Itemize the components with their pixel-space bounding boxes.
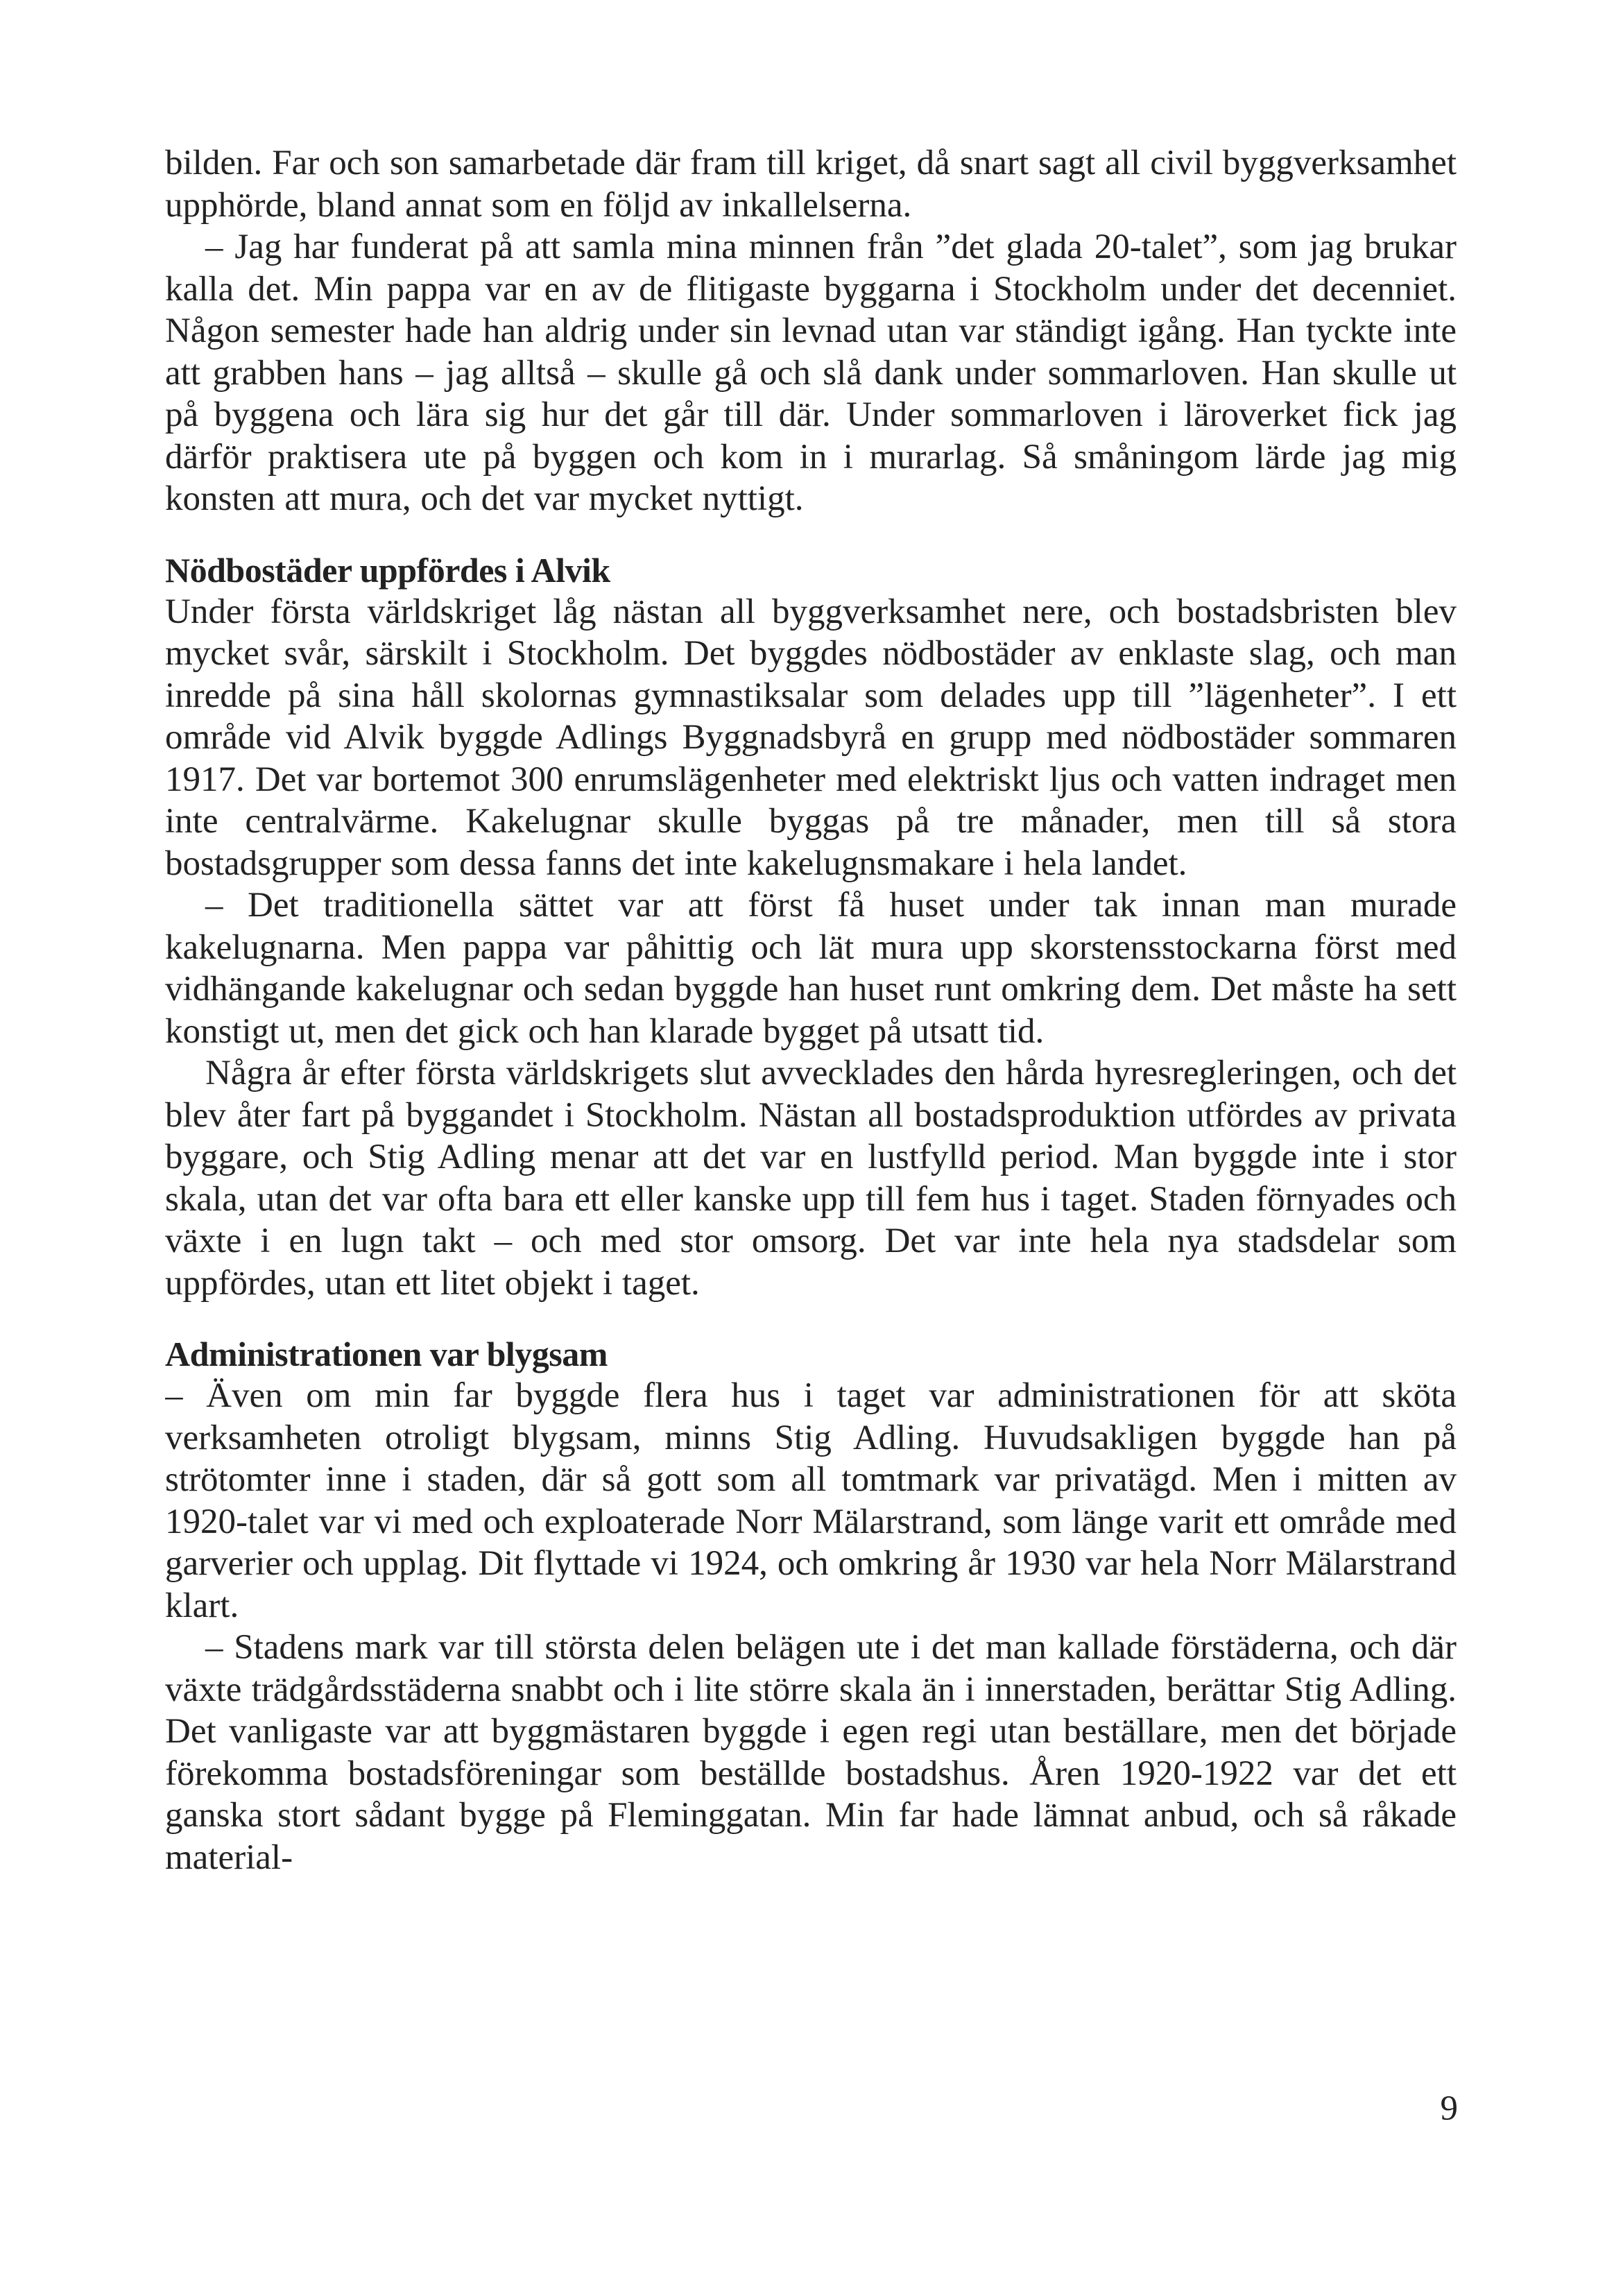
paragraph-forsta-varldskriget: Under första världskriget låg nästan all byggverksamhet nere, och bostadsbristen blev mycket svår, särskilt i Stockholm. Det byggdes nödbostäder av enklaste slag, och man inredde på sina håll skolornas gymnastiksalar som delades upp till ”lägenheter”. I ett område vid Alvik byggde Adlings Byggnadsbyrå en grupp med nödbostäder sommaren 1917. Det var bortemot 300 enrumslägenheter med elektriskt ljus och vatten indraget men inte centralvärme. Kakelugnar skulle byggas på tre månader, men till så stora bostadsgrupper som dessa fanns det inte kakelugnsmakare i hela landet. [165,592,1457,883]
paragraph-intro: bilden. Far och son samarbetade där fram till kriget, då snart sagt all civil byggverksamhet upphörde, bland annat som en följd av inkallelserna. [165,144,1457,225]
paragraph-kakelugnar: – Det traditionella sättet var att först få huset under tak innan man murade kakelugnarna. Men pappa var påhittig och lät mura upp skorstensstockarna först med vidhängande kakelugnar och sedan byggde han huset runt omkring dem. Det måste ha sett konstigt ut, men det gick och han klarade bygget på utsatt tid. [165,886,1457,1051]
paragraph-administration: – Även om min far byggde flera hus i taget var administrationen för att sköta verksamheten otroligt blygsam, minns Stig Adling. Huvudsakligen byggde han på strötomter inne i staden, där så gott som all tomtmark var privatägd. Men i mitten av 1920-talet var vi med och exploaterade Norr Mälarstrand, som länge varit ett område med garverier och upplag. Dit flyttade vi 1924, och omkring år 1930 var hela Norr Mälarstrand klart. [165,1376,1457,1625]
section-heading-administrationen: Administrationen var blygsam [165,1335,608,1373]
page-number: 9 [1440,2089,1458,2128]
page-body [165,142,1457,2223]
section-heading-nodbostader: Nödbostäder uppfördes i Alvik [165,550,610,590]
paragraph-quote-20-talet: – Jag har funderat på att samla mina minnen från ”det glada 20-talet”, som jag brukar kalla det. Min pappa var en av de flitigaste byggarna i Stockholm under det decenniet. Någon semester hade han aldrig under sin levnad utan var ständigt igång. Han tyckte inte att grabben hans – jag alltså – skulle gå och slå dank under sommarloven. Han skulle ut på byggena och lära sig hur det går till där. Under sommarloven i läroverket fick jag därför praktisera ute på byggen och kom in i murarlag. Så småningom lärde jag mig konsten att mura, och det var mycket nyttigt. [165,228,1457,518]
paragraph-stadens-mark: – Stadens mark var till största delen belägen ute i det man kallade förstäderna, och där växte trädgårdsstäderna snabbt och i lite större skala än i innerstaden, berättar Stig Adling. Det vanligaste var att byggmästaren byggde i egen regi utan beställare, men det började förekomma bostadsföreningar som beställde bostadshus. Åren 1920-1922 var det ett ganska stort sådant bygge på Fleminggatan. Min far hade lämnat anbud, och så råkade material- [165,1628,1457,1877]
paragraph-hyresreglering: Några år efter första världskrigets slut avvecklades den hårda hyresregleringen, och det blev åter fart på byggandet i Stockholm. Nästan all bostadsproduktion utfördes av privata byggare, och Stig Adling menar att det var en lustfylld period. Man byggde inte i stor skala, utan det var ofta bara ett eller kanske upp till fem hus i taget. Staden förnyades och växte i en lugn takt – och med stor omsorg. Det var inte hela nya stadsdelar som uppfördes, utan ett litet objekt i taget. [165,1054,1457,1303]
